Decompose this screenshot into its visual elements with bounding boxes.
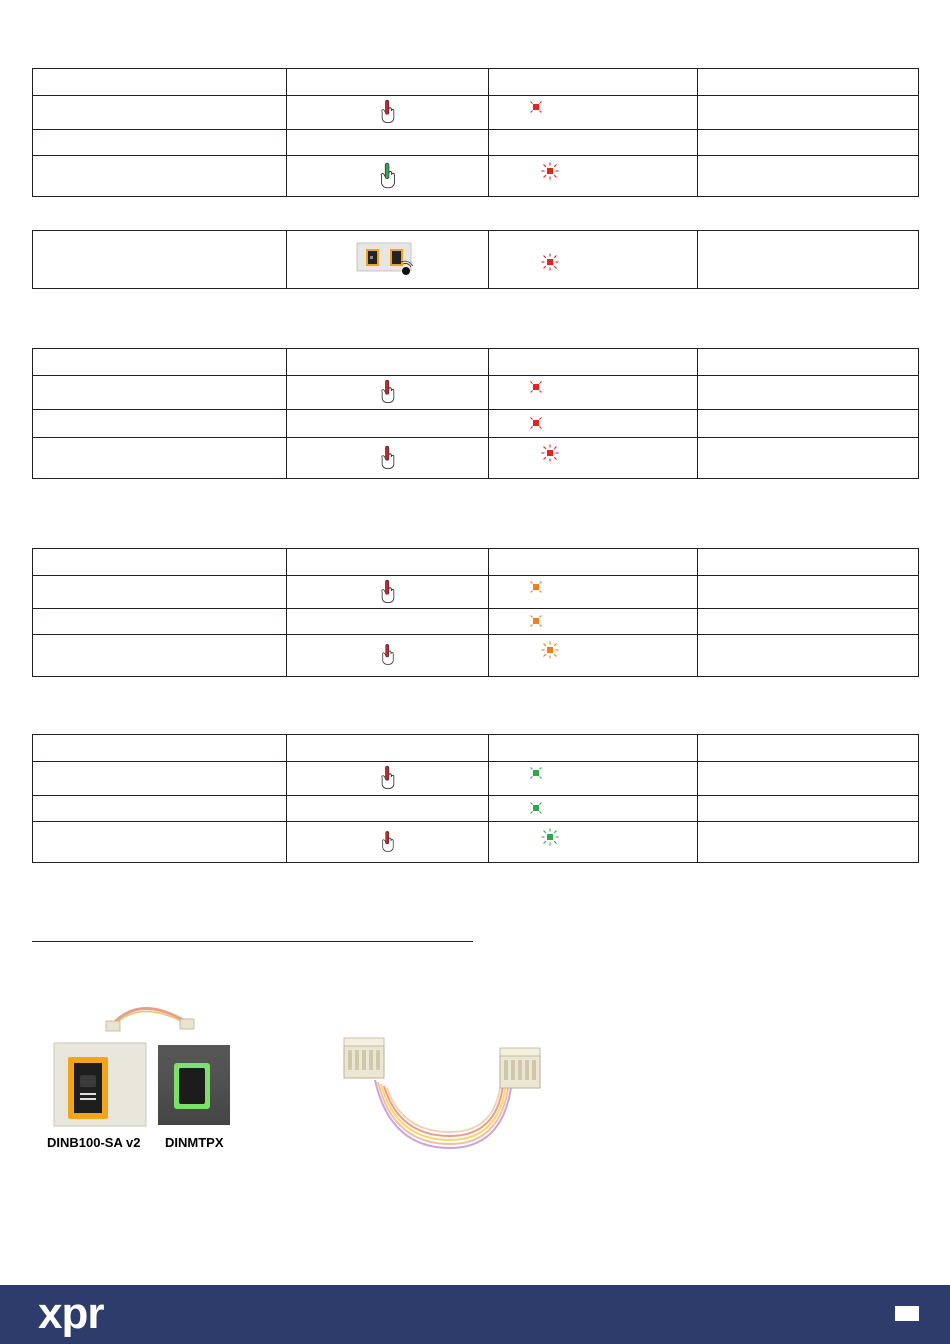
led-red-blinking-icon [541, 444, 559, 462]
led-red-steady-icon [529, 100, 543, 114]
footer-bar [0, 1285, 950, 1344]
readers-with-cable-image [40, 995, 240, 1135]
finger-red-icon [378, 764, 398, 790]
led-green-steady-icon [529, 801, 543, 815]
finger-red-icon [379, 829, 397, 853]
led-green-blinking-icon [541, 828, 559, 846]
page-number-box [895, 1306, 919, 1321]
table-row [33, 762, 919, 796]
table-row [33, 156, 919, 197]
xpr-logo: xpr [38, 1289, 104, 1338]
card-reader-icon [356, 240, 420, 276]
reader-2-caption: DINMTPX [165, 1135, 224, 1150]
table-row [33, 231, 919, 289]
finger-green-icon [377, 161, 399, 189]
led-orange-steady-icon [529, 580, 543, 594]
table-row [33, 96, 919, 130]
section-divider [32, 941, 473, 942]
table-row [33, 796, 919, 822]
table-3 [32, 348, 919, 479]
led-red-blinking-icon [541, 162, 559, 180]
table-row [33, 349, 919, 376]
finger-red-icon [378, 378, 398, 404]
led-orange-blinking-icon [541, 641, 559, 659]
table-5 [32, 734, 919, 863]
table-row [33, 609, 919, 635]
table-row [33, 69, 919, 96]
table-2 [32, 230, 919, 289]
table-1 [32, 68, 919, 197]
table-row [33, 576, 919, 609]
connection-cable-image [340, 1030, 550, 1155]
table-row [33, 822, 919, 863]
led-green-steady-icon [529, 766, 543, 780]
table-4 [32, 548, 919, 677]
table-row [33, 549, 919, 576]
led-red-steady-icon [529, 380, 543, 394]
led-red-blinking-icon [541, 253, 559, 271]
table-row [33, 735, 919, 762]
reader-1-caption: DINB100-SA v2 [47, 1135, 141, 1150]
finger-red-icon [379, 642, 397, 666]
table-row [33, 376, 919, 410]
finger-red-icon [378, 444, 398, 470]
finger-red-icon [378, 578, 398, 604]
table-row [33, 130, 919, 156]
finger-red-icon [378, 98, 398, 124]
table-row [33, 438, 919, 479]
table-row [33, 410, 919, 438]
table-row [33, 635, 919, 677]
led-red-steady-icon [529, 416, 543, 430]
led-orange-steady-icon [529, 614, 543, 628]
